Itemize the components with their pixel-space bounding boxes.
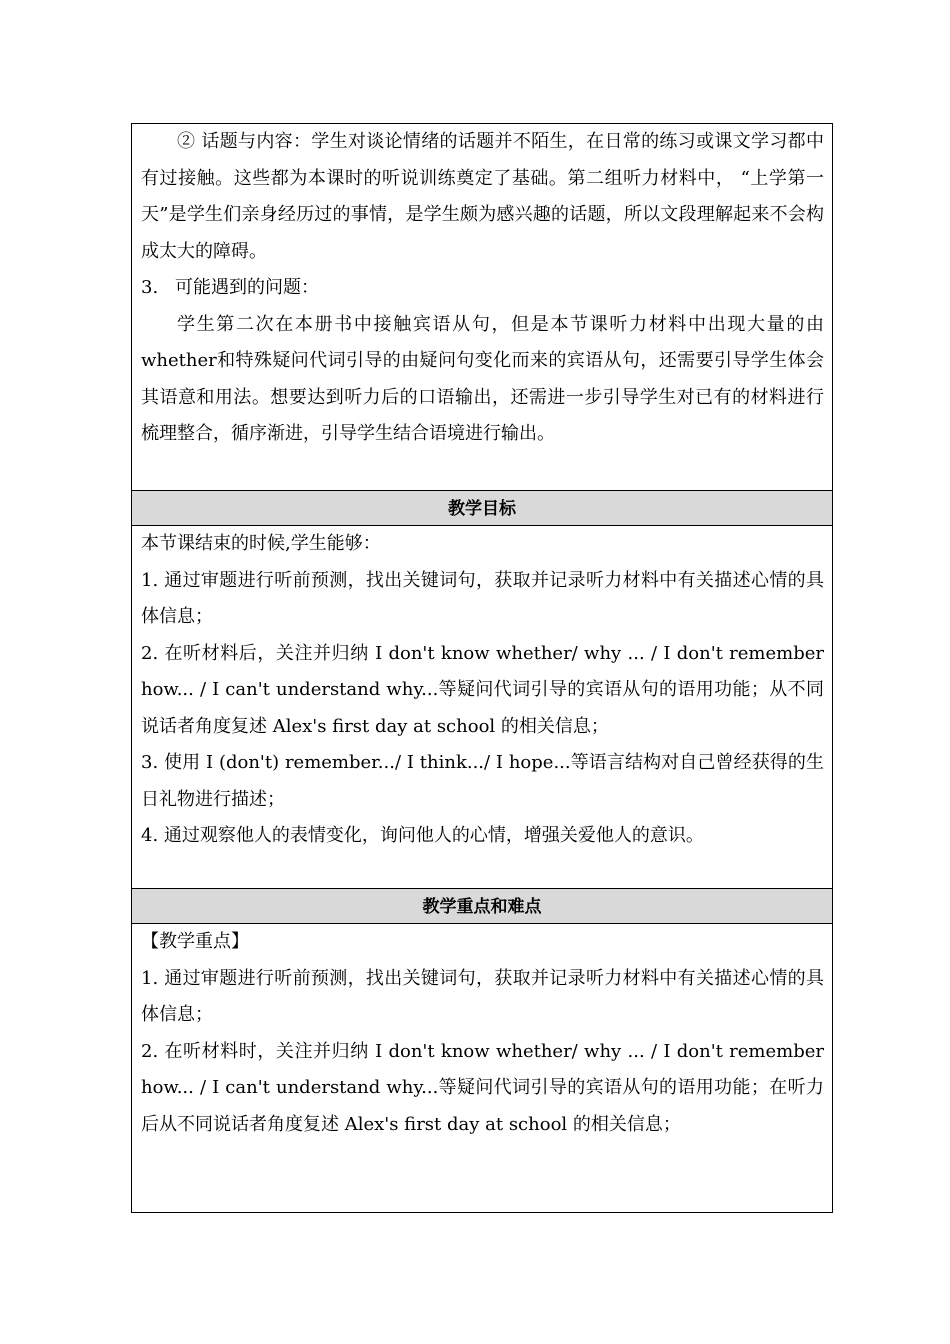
- keypoints-subheader: 【教学重点】: [141, 931, 249, 952]
- keypoint-item-2: 2. 在听材料时，关注并归纳 I don't know whether/ why ... / I don't remember how... / I can't understand why...等疑问代词引导的宾语从句的语用功能；在听力后从不同说话者角度复述 Alex's first day at school 的相关信息；: [141, 1040, 824, 1135]
- problems-heading-number: 3.: [141, 277, 159, 298]
- objective-item-2: 2. 在听材料后，关注并归纳 I don't know whether/ why ... / I don't remember how... / I can't understand why...等疑问代词引导的宾语从句的语用功能；从不同说话者角度复述 Alex's first day at school 的相关信息；: [141, 642, 824, 737]
- objectives-intro: 本节课结束的时候,学生能够：: [141, 533, 381, 554]
- problems-paragraph: 学生第二次在本册书中接触宾语从句，但是本节课听力材料中出现大量的由whether和特殊疑问代词引导的由疑问句变化而来的宾语从句，还需要引导学生体会其语意和用法。想要达到听力后的口语输出，还需进一步引导学生对已有的材料进行梳理整合，循序渐进，引导学生结合语境进行输出。: [141, 313, 824, 444]
- context-cell: [132, 124, 832, 490]
- objective-item-4: 4. 通过观察他人的表情变化，询问他人的心情，增强关爱他人的意识。: [141, 825, 704, 846]
- objective-item-3: 3. 使用 I (don't) remember.../ I think.../ I hope...等语言结构对自己曾经获得的生日礼物进行描述；: [141, 752, 824, 810]
- objectives-header: 教学目标: [132, 490, 832, 526]
- topic-paragraph: ② 话题与内容：学生对谈论情绪的话题并不陌生，在日常的练习或课文学习都中有过接触。这些都为本课时的听说训练奠定了基础。第二组听力材料中， “上学第一天”是学生们亲身经历过的事情，是学生颇为感兴趣的话题，所以文段理解起来不会构成太大的障碍。: [141, 131, 824, 262]
- objectives-cell: [132, 526, 832, 888]
- keypoint-item-1: 1. 通过审题进行听前预测，找出关键词句，获取并记录听力材料中有关描述心情的具体信息；: [141, 967, 824, 1025]
- keypoints-header: 教学重点和难点: [132, 888, 832, 924]
- problems-heading: [141, 270, 824, 307]
- problems-heading-title: 可能遇到的问题：: [175, 277, 319, 298]
- objective-item-1: 1. 通过审题进行听前预测，找出关键词句，获取并记录听力材料中有关描述心情的具体信息；: [141, 569, 824, 627]
- lesson-plan-table: [131, 123, 833, 1213]
- keypoints-cell: [132, 924, 832, 1212]
